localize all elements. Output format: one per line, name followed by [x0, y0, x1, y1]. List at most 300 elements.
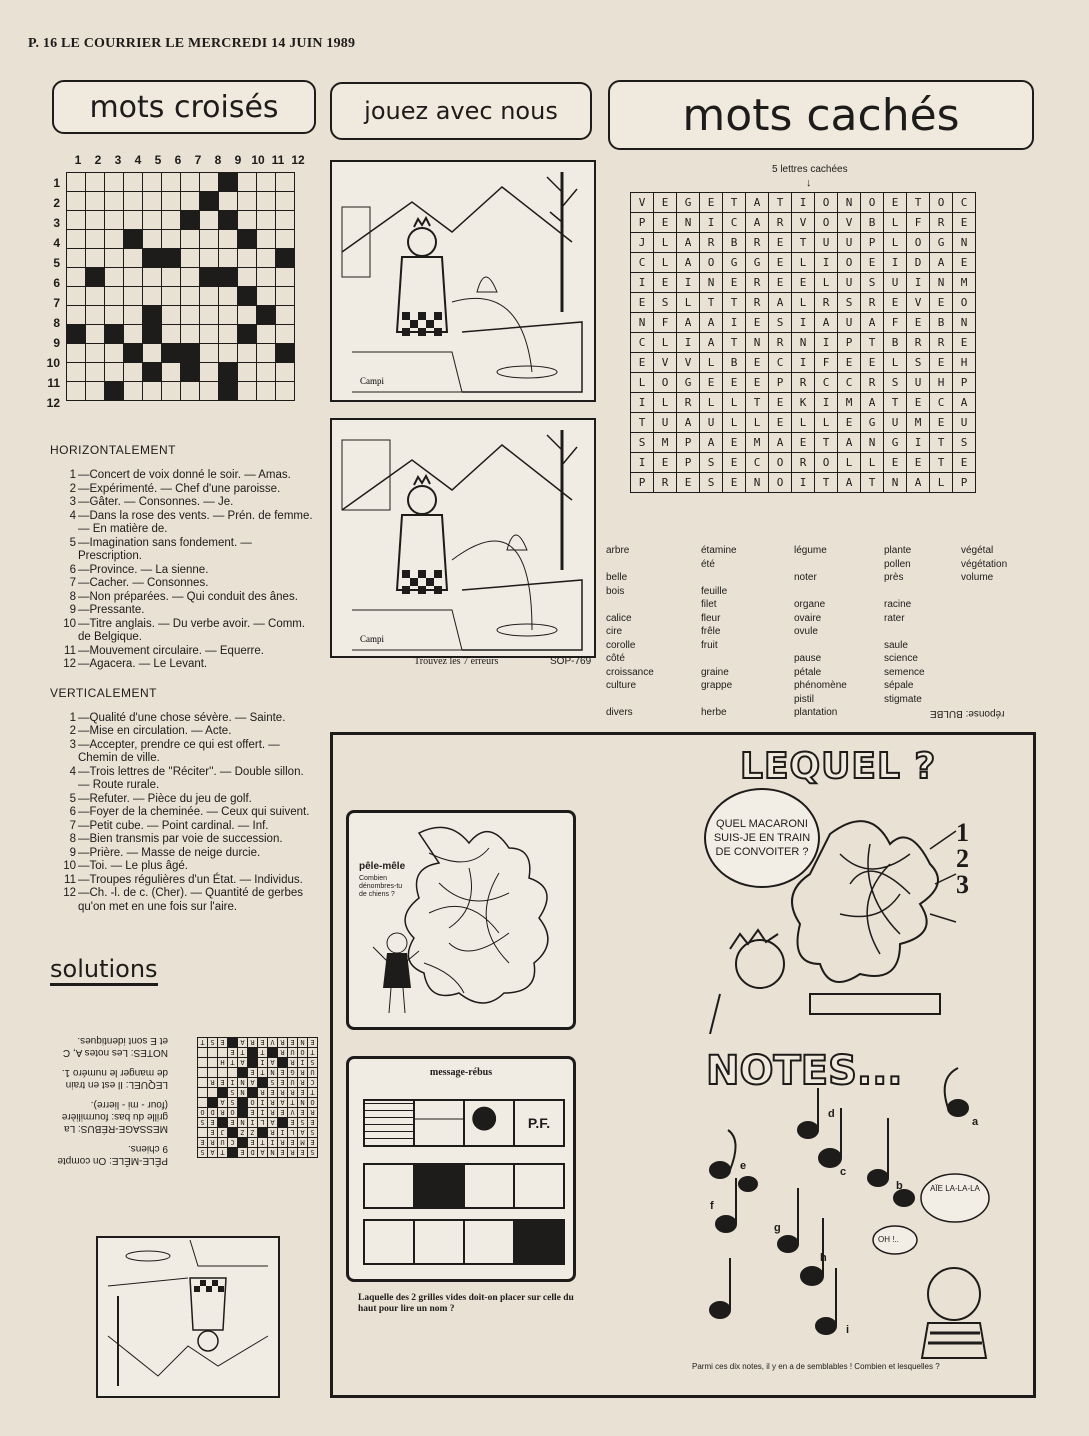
crossword-cell[interactable] — [181, 173, 200, 192]
wordsearch-letter[interactable]: O — [953, 293, 976, 313]
wordsearch-letter[interactable]: V — [654, 353, 677, 373]
wordsearch-letter[interactable]: I — [631, 273, 654, 293]
wordsearch-letter[interactable]: M — [746, 433, 769, 453]
wordsearch-letter[interactable]: P — [631, 473, 654, 493]
wordsearch-letter[interactable]: O — [838, 253, 861, 273]
crossword-cell[interactable] — [219, 325, 238, 344]
wordsearch-letter[interactable]: L — [930, 473, 953, 493]
wordsearch-letter[interactable]: P — [838, 333, 861, 353]
wordsearch-letter[interactable]: R — [907, 333, 930, 353]
wordsearch-letter[interactable]: T — [861, 333, 884, 353]
wordsearch-letter[interactable]: D — [907, 253, 930, 273]
crossword-cell[interactable] — [162, 173, 181, 192]
wordsearch-letter[interactable]: R — [700, 233, 723, 253]
wordsearch-letter[interactable]: R — [769, 333, 792, 353]
crossword-cell[interactable] — [86, 306, 105, 325]
wordsearch-letter[interactable]: P — [953, 373, 976, 393]
crossword-cell[interactable] — [257, 249, 276, 268]
wordsearch-letter[interactable]: L — [815, 413, 838, 433]
crossword-cell[interactable] — [219, 249, 238, 268]
wordsearch-letter[interactable]: L — [861, 453, 884, 473]
crossword-cell[interactable] — [257, 173, 276, 192]
wordsearch-letter[interactable]: T — [861, 473, 884, 493]
wordsearch-letter[interactable]: I — [792, 193, 815, 213]
wordsearch-letter[interactable]: V — [838, 213, 861, 233]
crossword-cell[interactable] — [124, 287, 143, 306]
crossword-cell[interactable] — [200, 363, 219, 382]
wordsearch-letter[interactable]: E — [930, 353, 953, 373]
wordsearch-letter[interactable]: I — [792, 353, 815, 373]
wordsearch-letter[interactable]: N — [838, 193, 861, 213]
wordsearch-letter[interactable]: R — [792, 453, 815, 473]
wordsearch-letter[interactable]: L — [792, 293, 815, 313]
crossword-cell[interactable] — [276, 173, 295, 192]
wordsearch-letter[interactable]: L — [654, 253, 677, 273]
crossword-cell[interactable] — [143, 382, 162, 401]
wordsearch-letter[interactable]: E — [792, 273, 815, 293]
rebus-grid-1[interactable] — [363, 1163, 565, 1209]
wordsearch-letter[interactable]: N — [631, 313, 654, 333]
wordsearch-letter[interactable]: E — [700, 193, 723, 213]
wordsearch-letter[interactable]: E — [769, 413, 792, 433]
crossword-cell[interactable] — [181, 249, 200, 268]
wordsearch-letter[interactable]: R — [861, 373, 884, 393]
crossword-cell[interactable] — [67, 173, 86, 192]
crossword-cell[interactable] — [276, 230, 295, 249]
crossword-cell[interactable] — [143, 173, 162, 192]
crossword-cell[interactable] — [257, 230, 276, 249]
wordsearch-letter[interactable]: A — [815, 313, 838, 333]
wordsearch-letter[interactable]: S — [654, 293, 677, 313]
wordsearch-letter[interactable]: I — [792, 313, 815, 333]
wordsearch-letter[interactable]: M — [654, 433, 677, 453]
wordsearch-letter[interactable]: L — [884, 353, 907, 373]
wordsearch-letter[interactable]: L — [838, 453, 861, 473]
crossword-cell[interactable] — [143, 344, 162, 363]
wordsearch-letter[interactable]: C — [631, 333, 654, 353]
wordsearch-letter[interactable]: T — [884, 393, 907, 413]
crossword-cell[interactable] — [219, 287, 238, 306]
crossword-cell[interactable] — [105, 287, 124, 306]
crossword-cell[interactable] — [181, 230, 200, 249]
wordsearch-letter[interactable]: V — [792, 213, 815, 233]
crossword-cell[interactable] — [162, 268, 181, 287]
wordsearch-letter[interactable]: I — [700, 213, 723, 233]
crossword-cell[interactable] — [276, 325, 295, 344]
wordsearch-letter[interactable]: M — [838, 393, 861, 413]
wordsearch-letter[interactable]: L — [631, 373, 654, 393]
crossword-cell[interactable] — [219, 306, 238, 325]
crossword-cell[interactable] — [181, 192, 200, 211]
wordsearch-letter[interactable]: N — [930, 273, 953, 293]
wordsearch-letter[interactable]: S — [631, 433, 654, 453]
crossword-cell[interactable] — [105, 173, 124, 192]
wordsearch-letter[interactable]: E — [677, 473, 700, 493]
wordsearch-letter[interactable]: E — [769, 273, 792, 293]
crossword-cell[interactable] — [105, 306, 124, 325]
wordsearch-letter[interactable]: E — [769, 253, 792, 273]
crossword-cell[interactable] — [124, 268, 143, 287]
wordsearch-letter[interactable]: M — [907, 413, 930, 433]
wordsearch-letter[interactable]: E — [953, 453, 976, 473]
wordsearch-letter[interactable]: F — [907, 213, 930, 233]
crossword-cell[interactable] — [67, 211, 86, 230]
wordsearch-letter[interactable]: I — [677, 333, 700, 353]
wordsearch-letter[interactable]: A — [677, 233, 700, 253]
crossword-cell[interactable] — [162, 325, 181, 344]
crossword-cell[interactable] — [67, 306, 86, 325]
wordsearch-letter[interactable]: O — [861, 193, 884, 213]
crossword-cell[interactable] — [143, 287, 162, 306]
wordsearch-letter[interactable]: A — [861, 313, 884, 333]
crossword-cell[interactable] — [67, 344, 86, 363]
crossword-cell[interactable] — [143, 192, 162, 211]
wordsearch-letter[interactable]: C — [930, 393, 953, 413]
wordsearch-letter[interactable]: I — [631, 393, 654, 413]
wordsearch-letter[interactable]: G — [723, 253, 746, 273]
wordsearch-letter[interactable]: A — [861, 393, 884, 413]
crossword-cell[interactable] — [86, 382, 105, 401]
wordsearch-letter[interactable]: E — [654, 213, 677, 233]
crossword-cell[interactable] — [105, 192, 124, 211]
wordsearch-letter[interactable]: L — [884, 213, 907, 233]
crossword-cell[interactable] — [276, 192, 295, 211]
wordsearch-letter[interactable]: O — [815, 213, 838, 233]
wordsearch-letter[interactable]: T — [792, 233, 815, 253]
wordsearch-letter[interactable]: J — [631, 233, 654, 253]
crossword-cell[interactable] — [105, 230, 124, 249]
wordsearch-letter[interactable]: L — [746, 413, 769, 433]
wordsearch-letter[interactable]: S — [953, 433, 976, 453]
wordsearch-letter[interactable]: S — [907, 353, 930, 373]
wordsearch-letter[interactable]: V — [907, 293, 930, 313]
wordsearch-letter[interactable]: B — [930, 313, 953, 333]
wordsearch-letter[interactable]: O — [815, 453, 838, 473]
wordsearch-letter[interactable]: U — [838, 233, 861, 253]
wordsearch-letter[interactable]: L — [723, 393, 746, 413]
wordsearch-letter[interactable]: N — [792, 333, 815, 353]
crossword-cell[interactable] — [162, 211, 181, 230]
wordsearch-letter[interactable]: N — [884, 473, 907, 493]
wordsearch-letter[interactable]: L — [815, 273, 838, 293]
crossword-cell[interactable] — [124, 325, 143, 344]
wordsearch-letter[interactable]: R — [792, 373, 815, 393]
wordsearch-letter[interactable]: L — [654, 333, 677, 353]
wordsearch-letter[interactable]: I — [815, 393, 838, 413]
wordsearch-letter[interactable]: A — [907, 473, 930, 493]
wordsearch-letter[interactable]: T — [700, 293, 723, 313]
crossword-cell[interactable] — [162, 363, 181, 382]
crossword-cell[interactable] — [162, 287, 181, 306]
wordsearch-letter[interactable]: R — [677, 393, 700, 413]
wordsearch-letter[interactable]: E — [746, 313, 769, 333]
wordsearch-letter[interactable]: T — [769, 193, 792, 213]
wordsearch-letter[interactable]: U — [953, 413, 976, 433]
crossword-cell[interactable] — [86, 325, 105, 344]
wordsearch-letter[interactable]: E — [654, 193, 677, 213]
crossword-cell[interactable] — [238, 382, 257, 401]
wordsearch-letter[interactable]: I — [907, 273, 930, 293]
wordsearch-letter[interactable]: N — [861, 433, 884, 453]
wordsearch-letter[interactable]: S — [884, 373, 907, 393]
wordsearch-letter[interactable]: I — [815, 253, 838, 273]
wordsearch-letter[interactable]: F — [654, 313, 677, 333]
crossword-cell[interactable] — [257, 363, 276, 382]
crossword-cell[interactable] — [67, 287, 86, 306]
wordsearch-letter[interactable]: I — [815, 333, 838, 353]
crossword-cell[interactable] — [143, 230, 162, 249]
crossword-cell[interactable] — [86, 249, 105, 268]
crossword-cell[interactable] — [162, 192, 181, 211]
crossword-cell[interactable] — [181, 382, 200, 401]
crossword-cell[interactable] — [105, 249, 124, 268]
wordsearch-letter[interactable]: T — [723, 333, 746, 353]
wordsearch-letter[interactable]: I — [677, 273, 700, 293]
wordsearch-letter[interactable]: U — [700, 413, 723, 433]
crossword-cell[interactable] — [124, 173, 143, 192]
crossword-cell[interactable] — [257, 344, 276, 363]
wordsearch-letter[interactable]: E — [746, 373, 769, 393]
wordsearch-letter[interactable]: N — [700, 273, 723, 293]
crossword-cell[interactable] — [200, 211, 219, 230]
crossword-cell[interactable] — [276, 382, 295, 401]
wordsearch-letter[interactable]: L — [654, 233, 677, 253]
wordsearch-letter[interactable]: R — [746, 233, 769, 253]
wordsearch-letter[interactable]: E — [723, 473, 746, 493]
wordsearch-letter[interactable]: U — [815, 233, 838, 253]
wordsearch-letter[interactable]: P — [861, 233, 884, 253]
wordsearch-letter[interactable]: R — [861, 293, 884, 313]
wordsearch-letter[interactable]: T — [723, 293, 746, 313]
wordsearch-letter[interactable]: T — [815, 433, 838, 453]
crossword-cell[interactable] — [238, 344, 257, 363]
wordsearch-letter[interactable]: O — [769, 453, 792, 473]
wordsearch-letter[interactable]: A — [746, 193, 769, 213]
wordsearch-grid[interactable] — [630, 192, 976, 493]
wordsearch-letter[interactable]: P — [953, 473, 976, 493]
wordsearch-letter[interactable]: P — [631, 213, 654, 233]
crossword-cell[interactable] — [124, 249, 143, 268]
crossword-cell[interactable] — [238, 363, 257, 382]
wordsearch-letter[interactable]: B — [723, 353, 746, 373]
wordsearch-letter[interactable]: A — [953, 393, 976, 413]
wordsearch-letter[interactable]: I — [723, 313, 746, 333]
crossword-cell[interactable] — [200, 382, 219, 401]
crossword-cell[interactable] — [181, 268, 200, 287]
wordsearch-letter[interactable]: T — [815, 473, 838, 493]
option-3[interactable]: 3 — [956, 870, 969, 899]
wordsearch-letter[interactable]: T — [723, 193, 746, 213]
wordsearch-letter[interactable]: E — [861, 253, 884, 273]
wordsearch-letter[interactable]: L — [700, 353, 723, 373]
crossword-cell[interactable] — [200, 230, 219, 249]
crossword-cell[interactable] — [162, 230, 181, 249]
crossword-cell[interactable] — [86, 230, 105, 249]
wordsearch-letter[interactable]: R — [930, 333, 953, 353]
wordsearch-letter[interactable]: C — [746, 453, 769, 473]
wordsearch-letter[interactable]: L — [723, 413, 746, 433]
wordsearch-letter[interactable]: O — [907, 233, 930, 253]
wordsearch-letter[interactable]: C — [815, 373, 838, 393]
wordsearch-letter[interactable]: E — [907, 313, 930, 333]
wordsearch-letter[interactable]: A — [677, 253, 700, 273]
crossword-cell[interactable] — [105, 344, 124, 363]
wordsearch-letter[interactable]: C — [953, 193, 976, 213]
wordsearch-letter[interactable]: E — [838, 353, 861, 373]
wordsearch-letter[interactable]: H — [953, 353, 976, 373]
crossword-cell[interactable] — [67, 192, 86, 211]
crossword-cell[interactable] — [181, 306, 200, 325]
wordsearch-letter[interactable]: E — [838, 413, 861, 433]
wordsearch-letter[interactable]: F — [884, 313, 907, 333]
wordsearch-letter[interactable]: A — [838, 433, 861, 453]
wordsearch-letter[interactable]: N — [953, 313, 976, 333]
wordsearch-letter[interactable]: L — [884, 233, 907, 253]
wordsearch-letter[interactable]: R — [654, 473, 677, 493]
wordsearch-letter[interactable]: I — [631, 453, 654, 473]
crossword-cell[interactable] — [257, 268, 276, 287]
wordsearch-letter[interactable]: E — [769, 393, 792, 413]
crossword-cell[interactable] — [200, 306, 219, 325]
wordsearch-letter[interactable]: A — [677, 413, 700, 433]
crossword-cell[interactable] — [276, 287, 295, 306]
wordsearch-letter[interactable]: E — [769, 233, 792, 253]
wordsearch-letter[interactable]: E — [723, 433, 746, 453]
crossword-cell[interactable] — [238, 268, 257, 287]
crossword-cell[interactable] — [257, 382, 276, 401]
wordsearch-letter[interactable]: E — [723, 273, 746, 293]
wordsearch-letter[interactable]: U — [654, 413, 677, 433]
wordsearch-letter[interactable]: C — [838, 373, 861, 393]
wordsearch-letter[interactable]: R — [746, 293, 769, 313]
wordsearch-letter[interactable]: S — [700, 453, 723, 473]
wordsearch-letter[interactable]: F — [815, 353, 838, 373]
crossword-cell[interactable] — [200, 173, 219, 192]
wordsearch-letter[interactable]: O — [654, 373, 677, 393]
wordsearch-letter[interactable]: V — [631, 193, 654, 213]
wordsearch-letter[interactable]: T — [930, 433, 953, 453]
wordsearch-letter[interactable]: T — [930, 453, 953, 473]
wordsearch-letter[interactable]: G — [861, 413, 884, 433]
wordsearch-letter[interactable]: B — [884, 333, 907, 353]
wordsearch-letter[interactable]: E — [700, 373, 723, 393]
crossword-cell[interactable] — [276, 211, 295, 230]
wordsearch-letter[interactable]: R — [769, 213, 792, 233]
wordsearch-letter[interactable]: U — [838, 313, 861, 333]
wordsearch-letter[interactable]: E — [884, 453, 907, 473]
crossword-cell[interactable] — [124, 382, 143, 401]
crossword-cell[interactable] — [162, 306, 181, 325]
wordsearch-letter[interactable]: E — [746, 353, 769, 373]
wordsearch-letter[interactable]: O — [769, 473, 792, 493]
crossword-cell[interactable] — [200, 287, 219, 306]
wordsearch-letter[interactable]: S — [769, 313, 792, 333]
crossword-cell[interactable] — [276, 363, 295, 382]
wordsearch-letter[interactable]: T — [746, 393, 769, 413]
wordsearch-letter[interactable]: N — [953, 233, 976, 253]
wordsearch-letter[interactable]: N — [677, 213, 700, 233]
crossword-cell[interactable] — [238, 173, 257, 192]
wordsearch-letter[interactable]: N — [746, 473, 769, 493]
wordsearch-letter[interactable]: T — [631, 413, 654, 433]
wordsearch-letter[interactable]: E — [930, 413, 953, 433]
crossword-cell[interactable] — [276, 268, 295, 287]
wordsearch-letter[interactable]: M — [953, 273, 976, 293]
wordsearch-letter[interactable]: E — [631, 353, 654, 373]
wordsearch-letter[interactable]: P — [677, 433, 700, 453]
crossword-cell[interactable] — [86, 211, 105, 230]
crossword-cell[interactable] — [238, 249, 257, 268]
wordsearch-letter[interactable]: L — [792, 413, 815, 433]
crossword-cell[interactable] — [238, 211, 257, 230]
rebus-grid-2[interactable] — [363, 1219, 565, 1265]
wordsearch-letter[interactable]: E — [907, 393, 930, 413]
wordsearch-letter[interactable]: R — [930, 213, 953, 233]
wordsearch-letter[interactable]: U — [884, 273, 907, 293]
crossword-cell[interactable] — [200, 249, 219, 268]
crossword-cell[interactable] — [86, 344, 105, 363]
crossword-cell[interactable] — [257, 287, 276, 306]
wordsearch-letter[interactable]: C — [769, 353, 792, 373]
wordsearch-letter[interactable]: E — [792, 433, 815, 453]
crossword-cell[interactable] — [238, 306, 257, 325]
wordsearch-letter[interactable]: A — [930, 253, 953, 273]
crossword-cell[interactable] — [124, 363, 143, 382]
wordsearch-letter[interactable]: U — [907, 373, 930, 393]
wordsearch-letter[interactable]: O — [930, 193, 953, 213]
crossword-cell[interactable] — [67, 230, 86, 249]
wordsearch-letter[interactable]: E — [631, 293, 654, 313]
crossword-cell[interactable] — [200, 344, 219, 363]
wordsearch-letter[interactable]: G — [746, 253, 769, 273]
wordsearch-letter[interactable]: R — [746, 273, 769, 293]
wordsearch-letter[interactable]: I — [792, 473, 815, 493]
crossword-cell[interactable] — [124, 192, 143, 211]
wordsearch-letter[interactable]: E — [884, 193, 907, 213]
wordsearch-letter[interactable]: B — [723, 233, 746, 253]
wordsearch-letter[interactable]: U — [884, 413, 907, 433]
crossword-cell[interactable] — [86, 173, 105, 192]
option-2[interactable]: 2 — [956, 844, 969, 873]
crossword-cell[interactable] — [238, 192, 257, 211]
wordsearch-letter[interactable]: E — [953, 253, 976, 273]
wordsearch-letter[interactable]: L — [700, 393, 723, 413]
crossword-grid[interactable] — [66, 172, 295, 401]
crossword-cell[interactable] — [124, 211, 143, 230]
wordsearch-letter[interactable]: C — [723, 213, 746, 233]
wordsearch-letter[interactable]: E — [953, 333, 976, 353]
wordsearch-letter[interactable]: S — [838, 293, 861, 313]
wordsearch-letter[interactable]: K — [792, 393, 815, 413]
crossword-cell[interactable] — [67, 363, 86, 382]
wordsearch-letter[interactable]: A — [677, 313, 700, 333]
wordsearch-letter[interactable]: A — [769, 293, 792, 313]
wordsearch-letter[interactable]: I — [884, 253, 907, 273]
wordsearch-letter[interactable]: C — [631, 253, 654, 273]
wordsearch-letter[interactable]: E — [861, 353, 884, 373]
wordsearch-letter[interactable]: T — [907, 193, 930, 213]
crossword-cell[interactable] — [181, 287, 200, 306]
crossword-cell[interactable] — [162, 382, 181, 401]
wordsearch-letter[interactable]: H — [930, 373, 953, 393]
wordsearch-letter[interactable]: G — [930, 233, 953, 253]
crossword-cell[interactable] — [143, 211, 162, 230]
crossword-cell[interactable] — [86, 363, 105, 382]
wordsearch-letter[interactable]: A — [700, 313, 723, 333]
wordsearch-letter[interactable]: L — [677, 293, 700, 313]
crossword-cell[interactable] — [219, 192, 238, 211]
wordsearch-letter[interactable]: S — [861, 273, 884, 293]
